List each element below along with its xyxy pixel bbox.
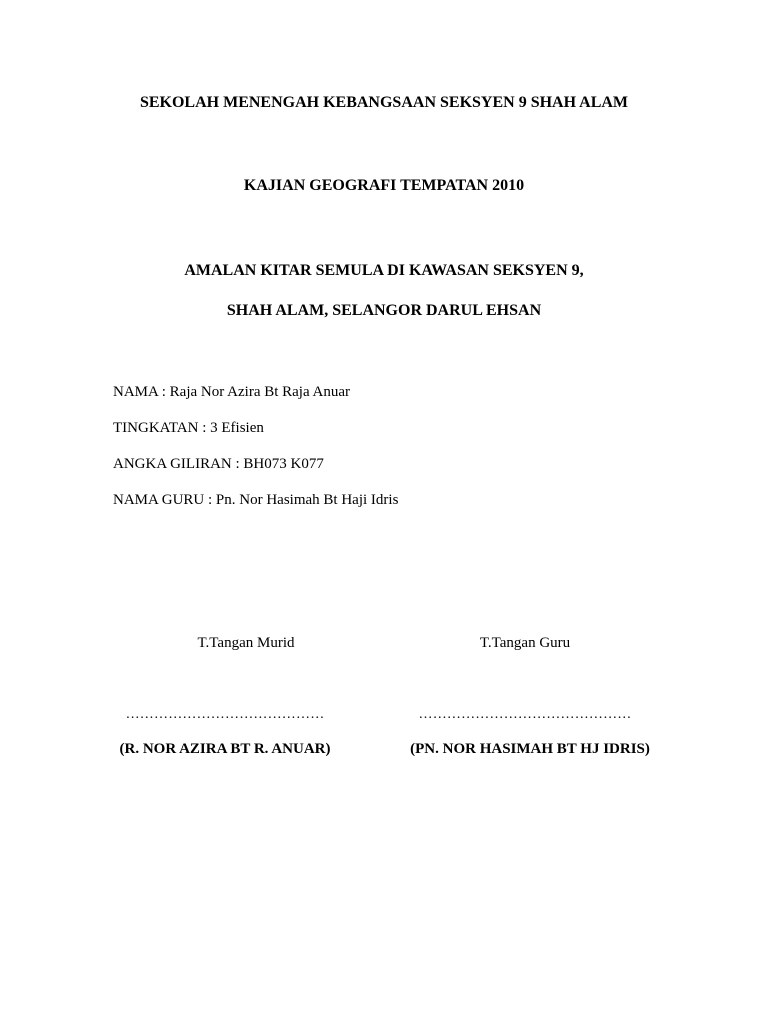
school-name: SEKOLAH MENENGAH KEBANGSAAN SEKSYEN 9 SHAH ALAM — [139, 94, 629, 111]
project-title-line2: SHAH ALAM, SELANGOR DARUL EHSAN — [226, 302, 542, 319]
student-signature-line: …………………………………… — [125, 707, 325, 722]
student-index-number: ANGKA GILIRAN : BH073 K077 — [113, 456, 324, 472]
student-signature-name: (R. NOR AZIRA BT R. ANUAR) — [119, 741, 331, 757]
study-title: KAJIAN GEOGRAFI TEMPATAN 2010 — [243, 177, 525, 194]
teacher-signature-line: ……………………………………… — [418, 707, 632, 722]
student-class: TINGKATAN : 3 Efisien — [113, 420, 264, 436]
student-signature-label: T.Tangan Murid — [197, 635, 295, 651]
teacher-signature-name: (PN. NOR HASIMAH BT HJ IDRIS) — [410, 741, 650, 757]
teacher-name: NAMA GURU : Pn. Nor Hasimah Bt Haji Idris — [113, 492, 399, 508]
teacher-signature-label: T.Tangan Guru — [479, 635, 571, 651]
student-name: NAMA : Raja Nor Azira Bt Raja Anuar — [113, 384, 351, 400]
project-title-line1: AMALAN KITAR SEMULA DI KAWASAN SEKSYEN 9, — [184, 262, 584, 279]
